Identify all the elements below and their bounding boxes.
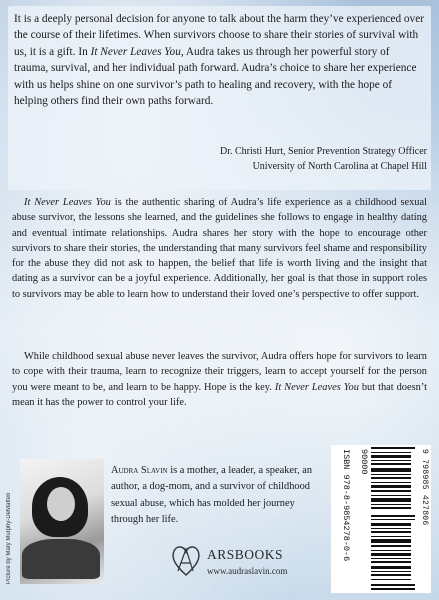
- quote-text-2: , Audra takes us through her powerful story of trauma, survival, and her individual path forward. Audra’s choice to share her experience with us helps shine on one survivor’s path to healing and recovery, with the hope of helping others find their own paths forward.: [14, 45, 417, 108]
- publisher-name: ARSBOOKS: [207, 547, 284, 562]
- barcode-bars: [371, 447, 415, 591]
- photo-face: [47, 487, 75, 521]
- photo-credit: Picture by Mary Murphy-DeMatteo: [6, 492, 12, 584]
- p2-book-title: It Never Leaves You: [274, 381, 359, 393]
- description-paragraph-1: [12, 195, 427, 302]
- isbn-barcode: [331, 445, 431, 593]
- isbn-number: ISBN 978-8-9854278-0-6: [341, 449, 351, 562]
- p2-text-1: While childhood sexual abuse never leaves the survivor, Audra offers hope for survivors to learn to cope with their trauma, learn to recognize their triggers, learn to accept yourself for the person you were meant to be, and learn to be happy. Hope is the key.: [12, 351, 427, 393]
- author-bio: [111, 463, 326, 528]
- p1-book-title: It Never Leaves You: [24, 197, 111, 208]
- price-code: 90000: [359, 449, 369, 475]
- description-paragraph-2: [12, 349, 427, 410]
- heart-logo-icon: [169, 541, 203, 579]
- author-photo: [20, 459, 104, 584]
- p1-text: is the authentic sharing of Audra’s life experience as a childhood sexual abuse survivor, the lessons she learned, and the guidelines she follows to engage in healthy dating and eventual intimate relationships. Audra shares her story with the hope to encourage other survivors to share their stories, the understanding that many survivors feel shame and responsibility for the abuse they did not ask to happen, the belief that life is worth living and the insight that dating as a survivor can be a joyful experience. Additionally, her goal is that those in support roles to survivors may be able to learn how to understand their loved one’s perspective to offer support.: [12, 197, 427, 300]
- endorsement-attribution: [127, 145, 427, 174]
- attribution-name: Dr. Christi Hurt, Senior Prevention Strategy Officer: [219, 146, 427, 157]
- photo-body: [22, 539, 100, 579]
- quote-book-title: It Never Leaves You: [90, 45, 181, 58]
- publisher-logo: [169, 541, 319, 583]
- p2-text-2: but that doesn’t mean it has the power to control your life.: [12, 381, 427, 408]
- quote-text-1: It is a deeply personal decision for anyone to talk about the harm they’ve experienced over the course of their lifetimes. When survivors choose to share their stories of survival with us, it is a gift. In: [14, 13, 424, 58]
- author-name: Audra Slavin: [111, 465, 168, 476]
- endorsement-quote: [14, 11, 426, 109]
- ean-number: 9 798985 427806: [420, 449, 429, 526]
- bio-text: is a mother, a leader, a speaker, an author, a dog-mom, and a survivor of childhood sexual abuse, which has molded her journey through her life.: [111, 465, 313, 525]
- attribution-affiliation: University of North Carolina at Chapel Hill: [252, 160, 427, 172]
- publisher-url: www.audraslavin.com: [207, 566, 288, 576]
